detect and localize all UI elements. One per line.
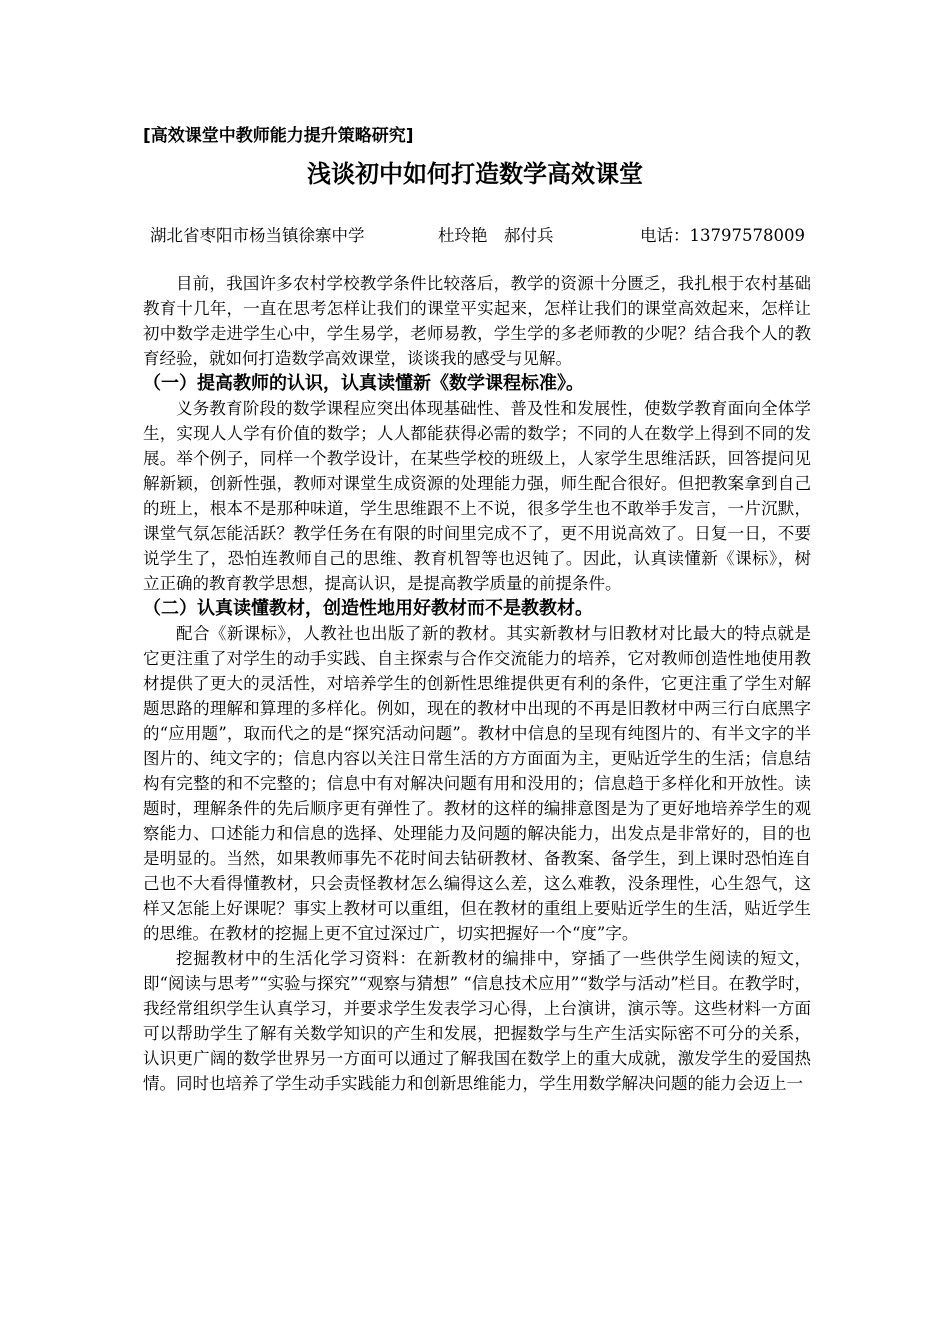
- section-2-paragraph-1: 配合《新课标》，人教社也出版了新的教材。其实新教材与旧教材对比最大的特点就是它更注重了对学生的动手实践、自主探索与合作交流能力的培养，它对教师创造性地使用教材提供了更大的灵活性，对培养学生的创新性思维提供更有利的条件，它更注重了学生对解题思路的理解和算理的多样化。例如，现在的教材中出现的不再是旧教材中两三行白底黑字的“应用题”，取而代之的是“探究活动问题”。教材中信息的呈现有纯图片的、有半文字的半图片的、纯文字的；信息内容以关注日常生活的方方面面为主，更贴近学生的生活；信息结构有完整的和不完整的；信息中有对解决问题有用和没用的；信息趋于多样化和开放性。读题时，理解条件的先后顺序更有弹性了。教材的这样的编排意图是为了更好地培养学生的观察能力、口述能力和信息的选择、处理能力及问题的解决能力，出发点是非常好的，目的也是明显的。当然，如果教师事先不花时间去钻研教材、备教案、备学生，到上课时恐怕连自己也不大看得懂教材，只会责怪教材怎么编得这么差，这么难教，没条理性，心生怨气，这样又怎能上好课呢？事实上教材可以重组，但在教材的重组上要贴近学生的生活，贴近学生的思维。在教材的挖掘上更不宜过深过广，切实把握好一个“度”字。: [143, 624, 811, 943]
- page-title: 浅谈初中如何打造数学高效课堂: [307, 160, 643, 188]
- section-1-paragraph: 义务教育阶段的数学课程应突出体现基础性、普及性和发展性，使数学教育面向全体学生，实现人人学有价值的数学；人人都能获得必需的数学；不同的人在数学上得到不同的发展。举个例子，同样一个教学设计，在某些学校的班级上，人家学生思维活跃，回答提问见解新颖，创新性强，教师对课堂生成资源的处理能力强，师生配合很好。但把教案拿到自己的班上，根本不是那种味道，学生思维跟不上不说，很多学生也不敢举手发言，一片沉默，课堂气氛怎能活跃？教学任务在有限的时间里完成不了，更不用说高效了。日复一日，不要说学生了，恐怕连教师自己的思维、教育机智等也迟钝了。因此，认真读懂新《课标》，树立正确的教育教学思想，提高认识，是提高教学质量的前提条件。: [143, 399, 811, 593]
- author-school: 湖北省枣阳市杨当镇徐寨中学: [150, 226, 365, 245]
- author-phone: 电话：13797578009: [640, 226, 805, 245]
- intro-paragraph: 目前，我国许多农村学校教学条件比较落后，教学的资源十分匮乏，我扎根于农村基础教育十几年，一直在思考怎样让我们的课堂平实起来，怎样让我们的课堂高效起来，怎样让初中数学走进学生心中，学生易学，老师易教，学生学的多老师教的少呢？结合我个人的教育经验，就如何打造数学高效课堂，谈谈我的感受与见解。: [143, 274, 811, 368]
- section-2-paragraph-2: 挖掘教材中的生活化学习资料：在新教材的编排中，穿插了一些供学生阅读的短文，即“阅读与思考”“实验与探究”“观察与猜想” “信息技术应用”“数学与活动”栏目。在教学时，我经常组织学生认真学习，并要求学生发表学习心得，上台演讲，演示等。这些材料一方面可以帮助学生了解有关数学知识的产生和发展，把握数学与生产生活实际密不可分的关系，认识更广阔的数学世界另一方面可以通过了解我国在数学上的重大成就，激发学生的爱国热情。同时也培养了学生动手实践能力和创新思维能力，学生用数学解决问题的能力会迈上一: [143, 949, 811, 1093]
- section-2-heading: （二）认真读懂教材，创造性地用好教材而不是教教材。: [143, 598, 593, 619]
- author-names: 杜玲艳 郝付兵: [438, 226, 554, 245]
- series-tag: [高效课堂中教师能力提升策略研究]: [143, 126, 414, 146]
- section-1-heading: （一）提高教师的认识，认真读懂新《数学课程标准》。: [143, 373, 584, 394]
- article-body: [143, 271, 811, 1096]
